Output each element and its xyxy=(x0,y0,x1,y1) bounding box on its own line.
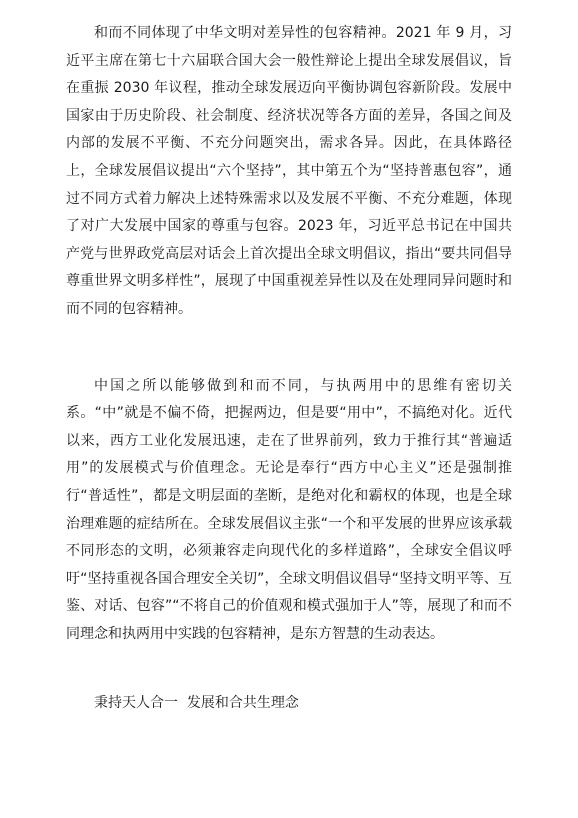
paragraph-inclusiveness: 和而不同体现了中华文明对差异性的包容精神。2021 年 9 月，习近平主席在第七十六届联合国大会一般性辩论上提出全球发展倡议，旨在重振 2030 年议程，推动全球发展迈向平衡协调包容新阶段。发展中国家由于历史阶段、社会制度、经济状况等各方面的差异，各国之间及内部的发展不平衡、不充分问题突出，需求各异。因此，在具体路径上，全球发展倡议提出“六个坚持”，其中第五个为“坚持普惠包容”，通过不同方式着力解决上述特殊需求以及发展不平衡、不充分难题，体现了对广大发展中国家的尊重与包容。2023 年，习近平总书记在中国共产党与世界政党高层对话会上首次提出全球文明倡议，指出“要共同倡导尊重世界文明多样性”，展现了中国重视差异性以及在处理同异问题时和而不同的包容精神。 xyxy=(66,25,512,317)
paragraph-holding-the-middle: 中国之所以能够做到和而不同，与执两用中的思维有密切关系。“中”就是不偏不倚，把握两边，但是要“用中”，不搞绝对化。近代以来，西方工业化发展迅速，走在了世界前列，致力于推行其“普遍适用”的发展模式与价值理念。无论是奉行“西方中心主义”还是强制推行“普适性”，都是文明层面的垄断，是绝对化和霸权的体现，也是全球治理难题的症结所在。全球发展倡议主张“一个和平发展的世界应该承载不同形态的文明，必须兼容走向现代化的多样道路”，全球安全倡议呼吁“坚持重视各国合理安全关切”，全球文明倡议倡导“坚持文明平等、互鉴、对话、包容”“不将自己的价值观和模式强加于人”等，展现了和而不同理念和执两用中实践的包容精神，是东方智慧的生动表达。 xyxy=(66,377,512,642)
section-heading: 秉持天人合一 发展和合共生理念 xyxy=(94,695,299,712)
